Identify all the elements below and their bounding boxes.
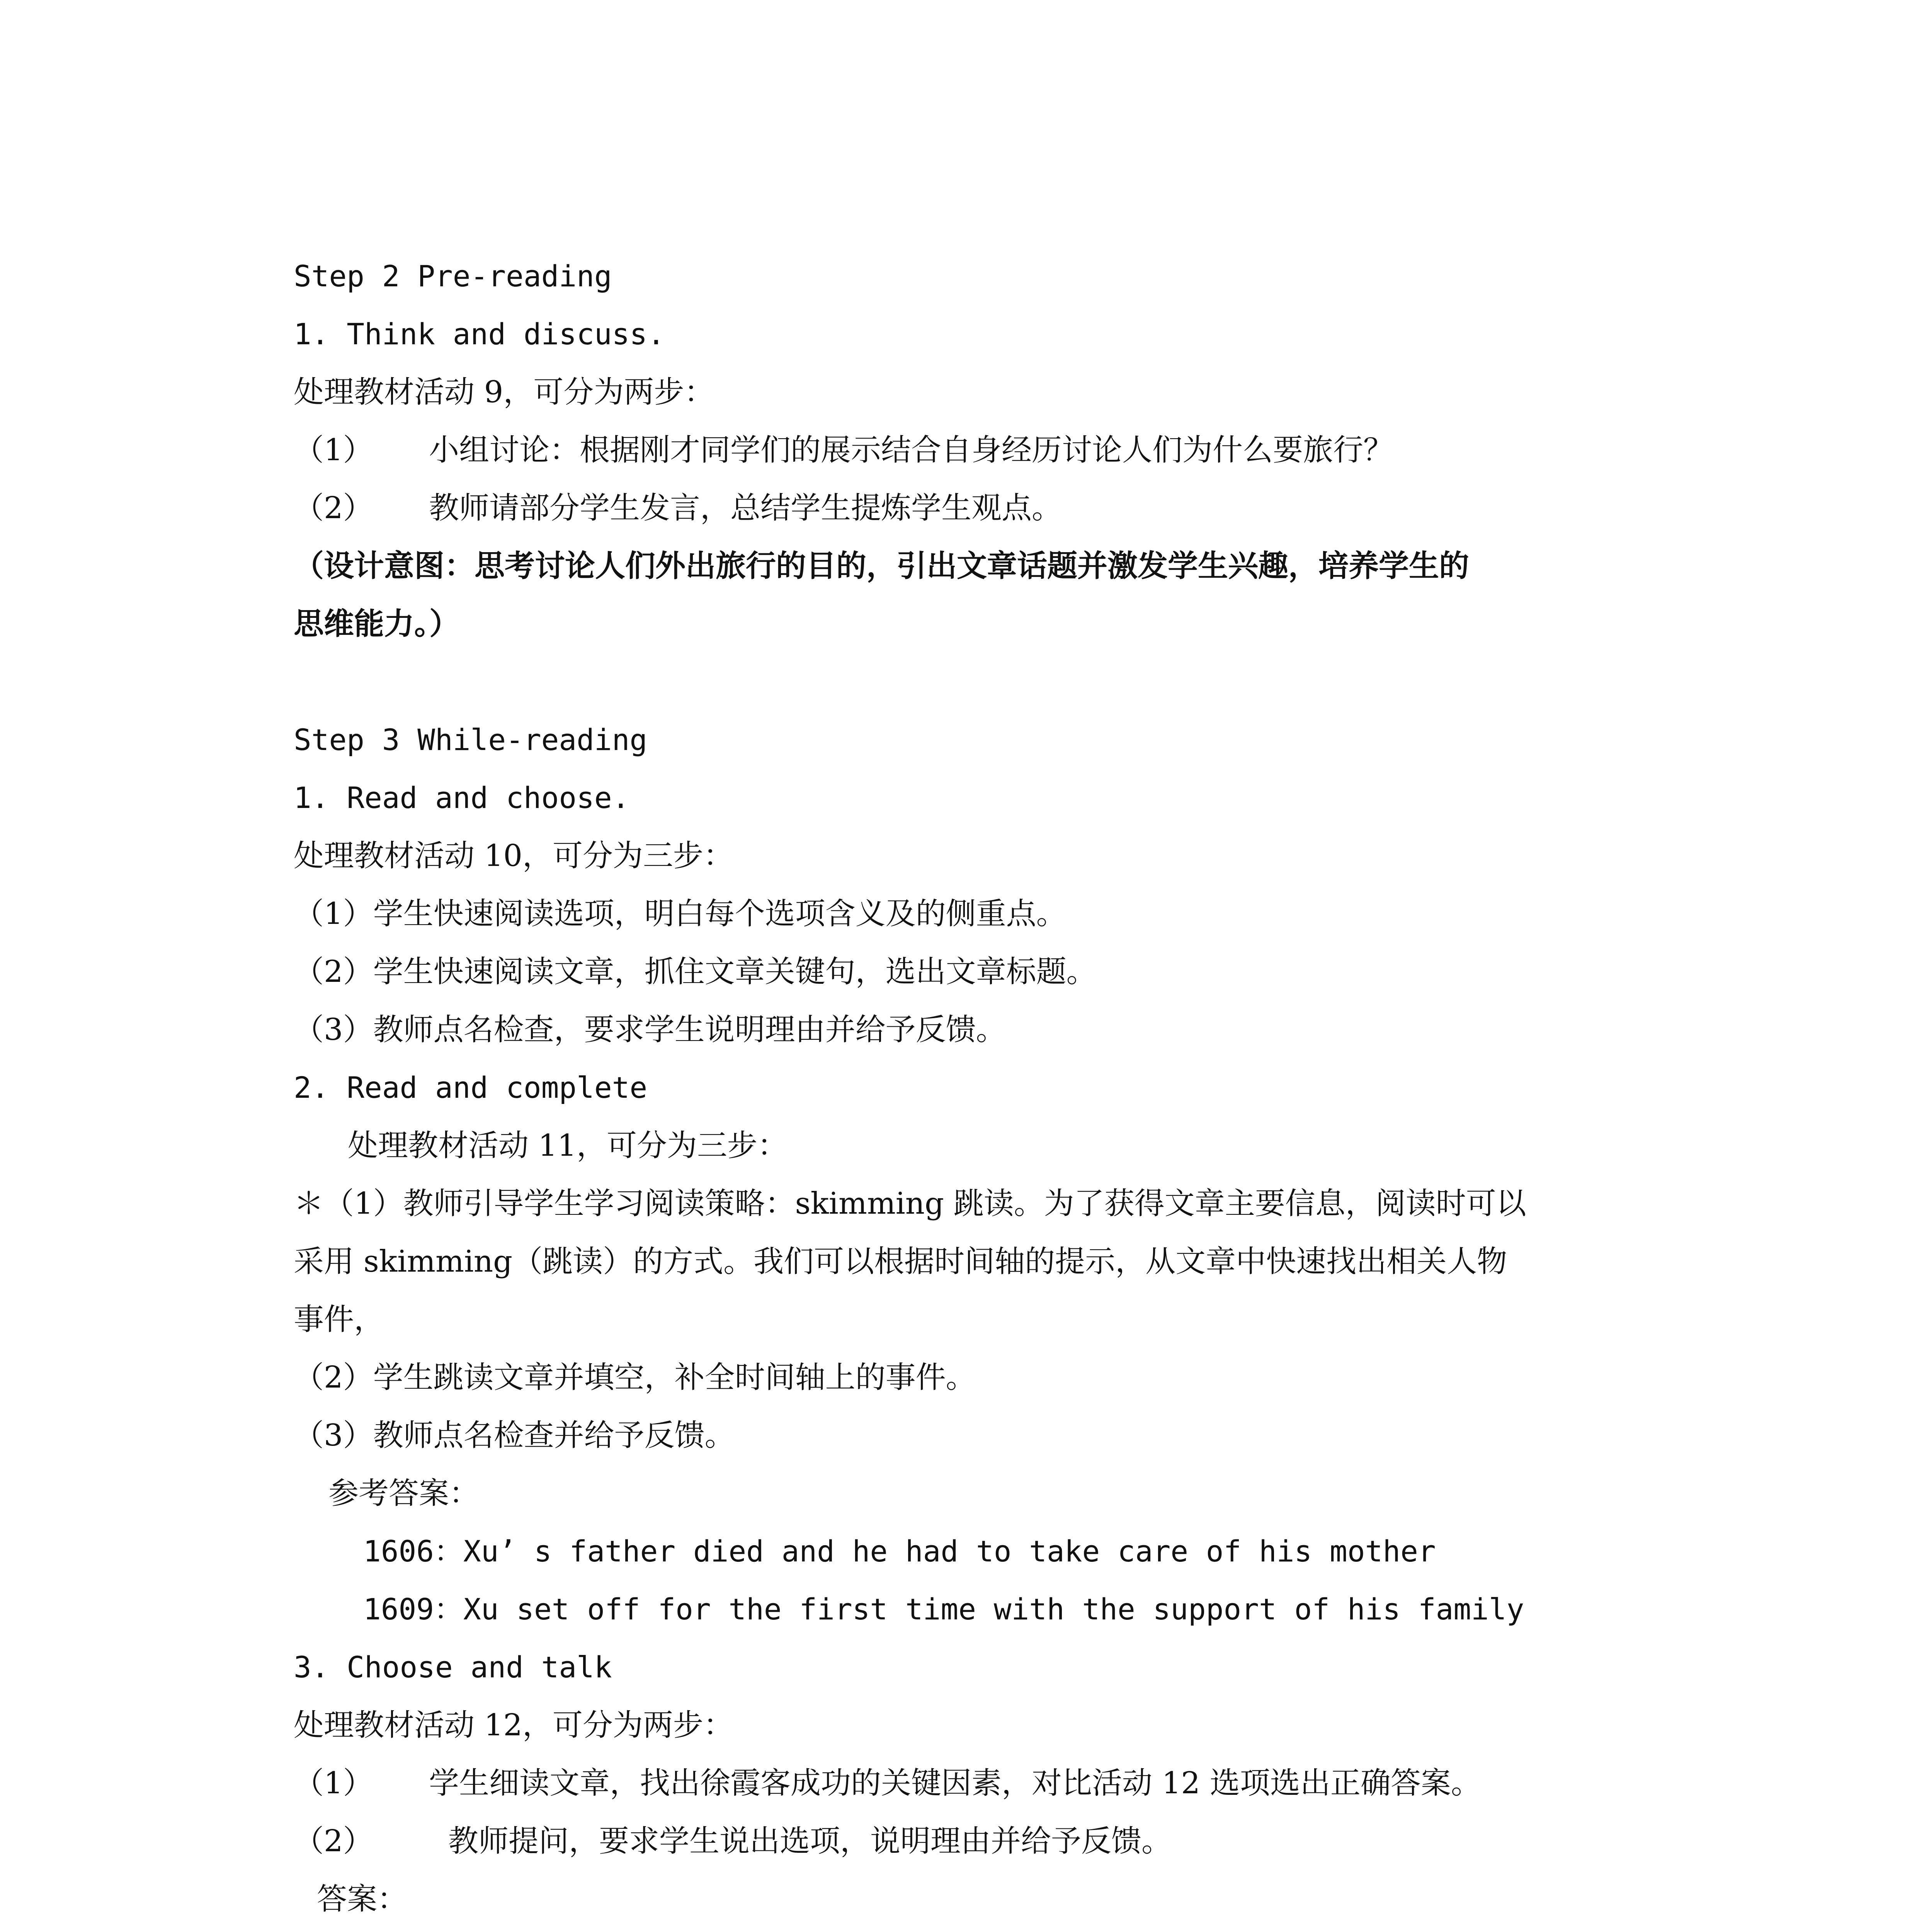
step3-item3: 3. Choose and talk — [294, 1650, 612, 1684]
step3-item1: 1. Read and choose. — [294, 781, 630, 815]
step3-item2-sub1-line1: ＊（1）教师引导学生学习阅读策略：skimming 跳读。为了获得文章主要信息，阅读时可以 — [294, 1186, 1526, 1221]
step3-item2-ref-label: 参考答案： — [328, 1476, 480, 1511]
step3-item3-sub1 — [294, 1754, 1638, 1812]
step3-item2: 2. Read and complete — [294, 1070, 648, 1105]
step3-item2-sub3: （3）教师点名检查并给予反馈。 — [294, 1418, 735, 1453]
step3-item3-sub2-text: 教师提问，要求学生说出选项，说明理由并给予反馈。 — [448, 1824, 1172, 1859]
step3-item3-sub2-number: （2） — [294, 1824, 373, 1859]
step2-sub1-number: （1） — [294, 433, 373, 468]
step3-item3-sub2 — [294, 1812, 1638, 1870]
step3-item3-answer-label: 答案： — [317, 1882, 408, 1917]
step2-sub2 — [294, 479, 1638, 537]
step3-item3-sub1-text: 学生细读文章，找出徐霞客成功的关键因素，对比活动 12 选项选出正确答案。 — [429, 1766, 1481, 1801]
step3-item3-answer — [294, 1928, 1638, 1932]
step3-item1-sub3: （3）教师点名检查，要求学生说明理由并给予反馈。 — [294, 1012, 1006, 1047]
step3-item1-sub2: （2）学生快速阅读文章，抓住文章关键句，选出文章标题。 — [294, 954, 1097, 989]
step2-item1: 1. Think and discuss. — [294, 317, 665, 351]
step2-sub2-number: （2） — [294, 491, 373, 526]
step3-item2-ref2: 1609：Xu set off for the first time with the support of his family — [363, 1592, 1524, 1626]
step2-heading: Step 2 Pre-reading — [294, 259, 612, 293]
step3-item3-sub1-number: （1） — [294, 1766, 373, 1801]
step3-item1-sub1: （1）学生快速阅读选项，明白每个选项含义及的侧重点。 — [294, 896, 1067, 931]
step3-heading: Step 3 While-reading — [294, 723, 648, 757]
step2-design-line1: （设计意图：思考讨论人们外出旅行的目的，引出文章话题并激发学生兴趣，培养学生的 — [294, 548, 1470, 583]
step3-item2-sub1-line2: 采用 skimming（跳读）的方式。我们可以根据时间轴的提示，从文章中快速找出相关人物 — [294, 1244, 1507, 1279]
step3-item2-sub1-line3: 事件， — [294, 1302, 384, 1337]
section-gap — [294, 653, 1638, 711]
step2-sub1 — [294, 421, 1638, 479]
step3-item1-intro: 处理教材活动 10，可分为三步： — [294, 838, 734, 873]
step2-intro: 处理教材活动 9，可分为两步： — [294, 375, 714, 410]
step2-design-line2: 思维能力。） — [294, 606, 460, 641]
step3-item2-ref1: 1606：Xu’ s father died and he had to take care of his mother — [363, 1534, 1436, 1568]
step3-item3-intro: 处理教材活动 12，可分为两步： — [294, 1708, 734, 1743]
step2-sub2-text: 教师请部分学生发言，总结学生提炼学生观点。 — [429, 491, 1062, 526]
document-page — [294, 247, 1638, 1932]
step2-sub1-text: 小组讨论：根据刚才同学们的展示结合自身经历讨论人们为什么要旅行？ — [429, 433, 1394, 468]
step3-item2-sub2: （2）学生跳读文章并填空，补全时间轴上的事件。 — [294, 1360, 976, 1395]
step3-item2-intro: 处理教材活动 11，可分为三步： — [348, 1128, 788, 1163]
